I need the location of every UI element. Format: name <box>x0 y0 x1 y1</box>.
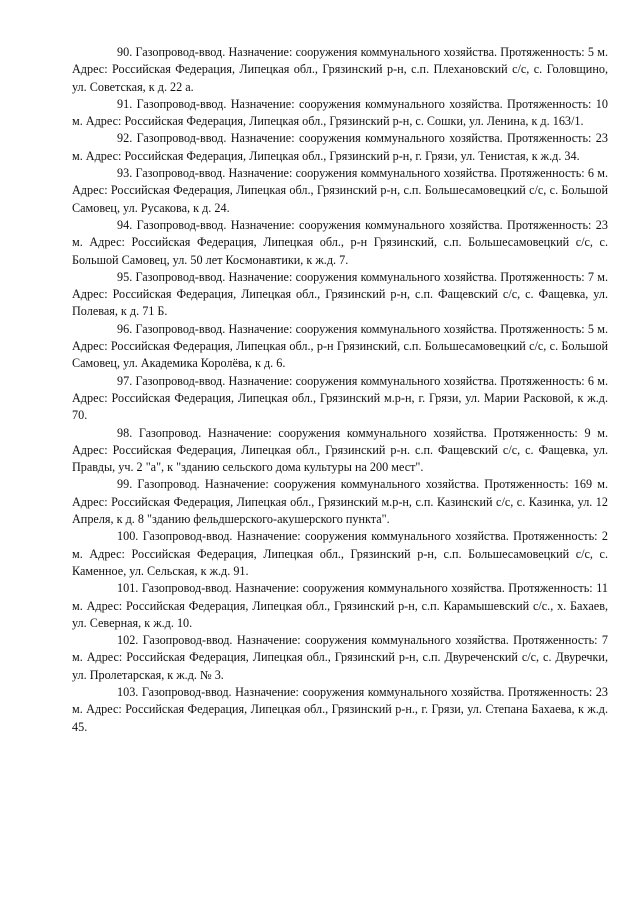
list-item: 100. Газопровод-ввод. Назначение: сооружения коммунального хозяйства. Протяженность: 2 м. Адрес: Российская Федерация, Липецкая обл., Грязинский р-н, с.п. Большесамовецкий с/с, с. Каменное, ул. Сельская, к ж.д. 91. <box>72 529 608 578</box>
list-item: 96. Газопровод-ввод. Назначение: сооружения коммунального хозяйства. Протяженность: 5 м. Адрес: Российская Федерация, Липецкая обл., р-н Грязинский, с.п. Большесамовецкий с/с, с. Большой Самовец, ул. Академика Королёва, к д. 6. <box>72 321 608 371</box>
list-item: 90. Газопровод-ввод. Назначение: сооружения коммунального хозяйства. Протяженность: 5 м. Адрес: Российская Федерация, Липецкая обл., Грязинский р-н, с.п. Плехановский с/с, с. Головщино, ул. Советская, к д. 22 а. <box>72 45 608 94</box>
list-item: 93. Газопровод-ввод. Назначение: сооружения коммунального хозяйства. Протяженность: 6 м. Адрес: Российская Федерация, Липецкая обл., Грязинский р-н, с.п. Большесамовецкий с/с, с. Большой Самовец, ул. Русакова, к д. 24. <box>72 166 608 215</box>
list-item: 103. Газопровод-ввод. Назначение: сооружения коммунального хозяйства. Протяженность: 23 м. Адрес: Российская Федерация, Липецкая обл., Грязинский р-н., г. Грязи, ул. Степана Бахаева, к ж.д. 45. <box>72 684 608 734</box>
list-item: 95. Газопровод-ввод. Назначение: сооружения коммунального хозяйства. Протяженность: 7 м. Адрес: Российская Федерация, Липецкая обл., Грязинский р-н, с.п. Фащевский с/с, с. Фащевка, ул. Полевая, к д. 71 Б. <box>72 269 608 319</box>
list-item: 102. Газопровод-ввод. Назначение: сооружения коммунального хозяйства. Протяженность: 7 м. Адрес: Российская Федерация, Липецкая обл., Грязинский р-н, с.п. Двуреченский с/с, с. Двуречки, ул. Пролетарская, к ж.д. № 3. <box>72 633 608 682</box>
document-page <box>72 44 608 736</box>
list-item: 94. Газопровод-ввод. Назначение: сооружения коммунального хозяйства. Протяженность: 23 м. Адрес: Российская Федерация, Липецкая обл., р-н Грязинский, с.п. Большесамовецкий с/с, с. Большой Самовец, ул. 50 лет Космонавтики, к ж.д. 7. <box>72 217 608 267</box>
list-item: 97. Газопровод-ввод. Назначение: сооружения коммунального хозяйства. Протяженность: 6 м. Адрес: Российская Федерация, Липецкая обл., Грязинский м.р-н, г. Грязи, ул. Марии Расковой, к ж.д. 70. <box>72 373 608 423</box>
list-item: 101. Газопровод-ввод. Назначение: сооружения коммунального хозяйства. Протяженность: 11 м. Адрес: Российская Федерация, Липецкая обл., Грязинский р-н, с.п. Карамышевский с/с., х. Бахаев, ул. Северная, к ж.д. 10. <box>72 581 608 630</box>
list-item: 98. Газопровод. Назначение: сооружения коммунального хозяйства. Протяженность: 9 м. Адрес: Российская Федерация, Липецкая обл., Грязинский р-н. с.п. Фащевский с/с, с. Фащевка, ул. Правды, уч. 2 "а", к "зданию сельского дома культуры на 200 мест". <box>72 425 608 475</box>
list-item: 91. Газопровод-ввод. Назначение: сооружения коммунального хозяйства. Протяженность: 10 м. Адрес: Российская Федерация, Липецкая обл., Грязинский р-н, с. Сошки, ул. Ленина, к д. 163/1. <box>72 96 608 129</box>
list-item: 92. Газопровод-ввод. Назначение: сооружения коммунального хозяйства. Протяженность: 23 м. Адрес: Российская Федерация, Липецкая обл., Грязинский р-н, г. Грязи, ул. Тенистая, к ж.д. 34. <box>72 131 608 163</box>
list-item: 99. Газопровод. Назначение: сооружения коммунального хозяйства. Протяженность: 169 м. Адрес: Российская Федерация, Липецкая обл., Грязинский м.р-н, с.п. Казинский с/с, с. Казинка, ул. 12 Апреля, к д. 8 "зданию фельдшерского-акушерского пункта". <box>72 477 608 527</box>
